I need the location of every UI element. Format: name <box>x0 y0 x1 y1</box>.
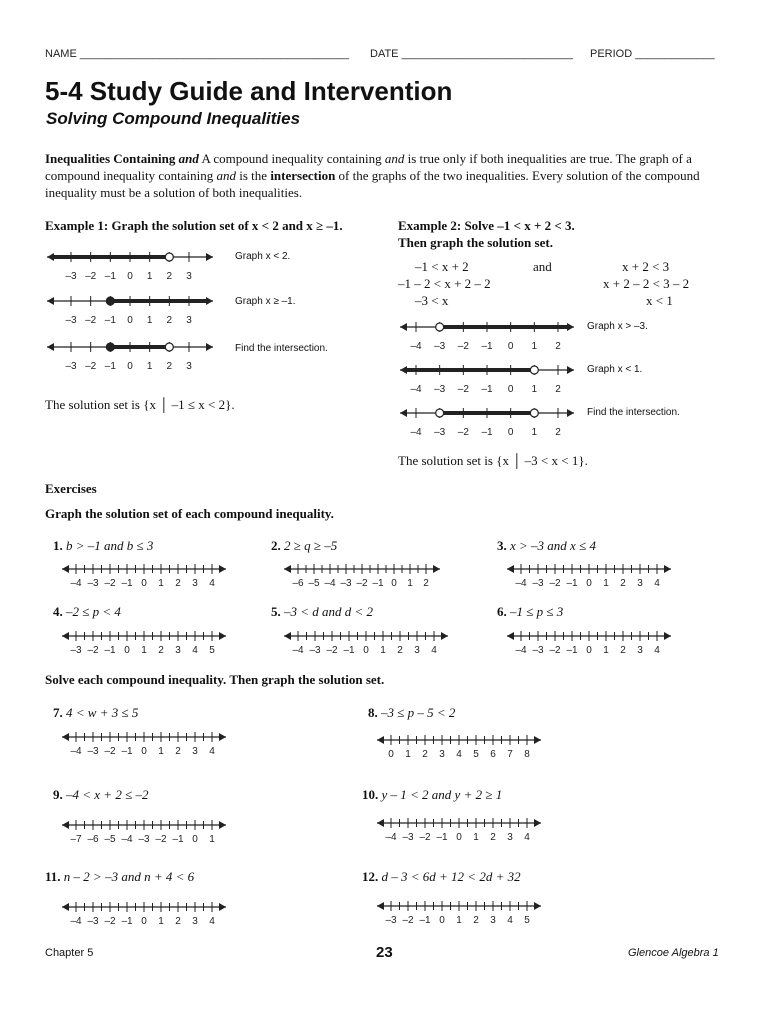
example2-numberline-2 <box>398 361 576 395</box>
tick-label: –4 <box>292 645 304 656</box>
exercises-instruction-2: Solve each compound inequality. Then graph the solution set. <box>45 672 385 687</box>
tick-label: –1 <box>566 645 578 656</box>
tick-label: –3 <box>385 915 397 926</box>
period-field: PERIOD _____________ <box>590 48 715 60</box>
tick-label: 1 <box>158 916 164 927</box>
exercise-11-numberline <box>60 899 228 927</box>
tick-label: –1 <box>566 578 578 589</box>
closed-dot-icon <box>106 297 114 305</box>
tick-label: 0 <box>456 832 462 843</box>
example2-left-step-3: –3 < x <box>415 293 449 308</box>
arrow-left-icon <box>507 565 514 573</box>
tick-label: 2 <box>555 341 561 352</box>
tick-label: –3 <box>138 834 150 845</box>
tick-label: 3 <box>186 361 192 372</box>
tick-label: 0 <box>391 578 397 589</box>
tick-label: 2 <box>175 746 181 757</box>
example2-note-1: Graph x > –3. <box>587 321 648 332</box>
tick-label: 2 <box>555 384 561 395</box>
arrow-left-icon <box>47 343 54 351</box>
tick-label: 2 <box>620 645 626 656</box>
tick-label: –1 <box>481 341 493 352</box>
tick-label: 3 <box>439 749 445 760</box>
example2-numberline-1 <box>398 318 576 352</box>
exercise-9: 9. –4 < x + 2 ≤ –2 <box>53 787 149 802</box>
tick-label: –4 <box>70 746 82 757</box>
exercise-5-numberline <box>282 628 450 656</box>
tick-label: 2 <box>166 361 173 372</box>
exercise-1: 1. b > –1 and b ≤ 3 <box>53 538 154 553</box>
example2-right-step-3: x < 1 <box>646 293 673 308</box>
name-field: NAME ____________________________________________ <box>45 48 350 60</box>
page-title: 5-4 Study Guide and Intervention <box>45 76 453 106</box>
tick-label: 1 <box>603 645 609 656</box>
intro-heading: Inequalities Containing <box>45 151 176 166</box>
exercise-10: 10. y – 1 < 2 and y + 2 ≥ 1 <box>362 787 503 802</box>
tick-label: –1 <box>104 271 116 282</box>
tick-label: 1 <box>158 746 164 757</box>
tick-label: 0 <box>141 578 147 589</box>
tick-label: –2 <box>104 578 116 589</box>
tick-label: –5 <box>104 834 116 845</box>
arrow-left-icon <box>400 323 407 331</box>
example1-numberline-1 <box>45 248 215 282</box>
tick-label: –1 <box>172 834 184 845</box>
tick-label: –2 <box>104 916 116 927</box>
tick-label: 2 <box>166 271 173 282</box>
arrow-left-icon <box>284 632 291 640</box>
page-subtitle: Solving Compound Inequalities <box>46 109 301 128</box>
intro-paragraph <box>45 150 725 201</box>
arrow-left-icon <box>47 253 54 261</box>
tick-label: 0 <box>127 315 133 326</box>
tick-label: 4 <box>431 645 437 656</box>
tick-label: –1 <box>104 645 116 656</box>
tick-label: –3 <box>65 271 77 282</box>
exercise-8-numberline <box>375 732 543 760</box>
example1-solution: The solution set is {x │ –1 ≤ x < 2}. <box>45 397 235 412</box>
example1-numberline-3 <box>45 338 215 372</box>
exercises-heading: Exercises <box>45 481 97 496</box>
tick-label: –3 <box>87 916 99 927</box>
tick-label: –4 <box>121 834 133 845</box>
arrow-right-icon <box>664 632 671 640</box>
tick-label: –4 <box>70 578 82 589</box>
exercise-4-numberline <box>60 628 228 656</box>
arrow-left-icon <box>47 297 54 305</box>
open-dot-icon <box>165 343 173 351</box>
tick-label: 0 <box>124 645 130 656</box>
arrow-left-icon <box>377 902 384 910</box>
tick-label: –2 <box>85 271 97 282</box>
tick-label: –3 <box>70 645 82 656</box>
example2-left-step-1: –1 < x + 2 <box>415 259 469 274</box>
tick-label: 1 <box>209 834 215 845</box>
tick-label: 1 <box>405 749 411 760</box>
tick-label: 2 <box>423 578 429 589</box>
tick-label: 4 <box>209 578 215 589</box>
tick-label: –6 <box>292 578 304 589</box>
tick-label: 0 <box>507 427 514 438</box>
tick-label: –2 <box>326 645 338 656</box>
arrow-right-icon <box>219 632 226 640</box>
tick-label: 1 <box>603 578 609 589</box>
intro-and-1: and <box>384 151 405 166</box>
tick-label: 3 <box>637 578 643 589</box>
arrow-right-icon <box>206 297 213 305</box>
tick-label: –4 <box>410 427 422 438</box>
tick-label: 2 <box>175 578 181 589</box>
example2-right-step-1: x + 2 < 3 <box>622 259 670 274</box>
footer-chapter: Chapter 5 <box>45 947 94 959</box>
tick-label: 1 <box>531 427 538 438</box>
example2-and: and <box>533 259 552 274</box>
arrow-right-icon <box>219 733 226 741</box>
tick-label: –2 <box>457 427 469 438</box>
exercise-3-numberline <box>505 561 673 589</box>
tick-label: –3 <box>532 578 544 589</box>
exercise-7-numberline <box>60 729 228 757</box>
tick-label: –3 <box>434 341 446 352</box>
exercise-2: 2. 2 ≥ q ≥ –5 <box>271 538 338 553</box>
tick-label: 4 <box>654 578 660 589</box>
example2-right-step-2: x + 2 – 2 < 3 – 2 <box>603 276 690 291</box>
tick-label: –4 <box>410 341 422 352</box>
arrow-right-icon <box>534 819 541 827</box>
tick-label: –2 <box>457 384 469 395</box>
arrow-right-icon <box>567 366 574 374</box>
tick-label: 0 <box>586 578 592 589</box>
tick-label: 1 <box>146 315 153 326</box>
tick-label: 1 <box>146 361 153 372</box>
tick-label: –1 <box>436 832 448 843</box>
arrow-left-icon <box>62 733 69 741</box>
arrow-left-icon <box>400 409 407 417</box>
tick-label: 1 <box>141 645 147 656</box>
arrow-right-icon <box>219 821 226 829</box>
tick-label: –3 <box>87 746 99 757</box>
tick-label: 0 <box>439 915 445 926</box>
tick-label: 1 <box>456 915 462 926</box>
tick-label: 4 <box>456 749 462 760</box>
example2-numberline-3 <box>398 404 576 438</box>
arrow-right-icon <box>567 409 574 417</box>
arrow-left-icon <box>62 903 69 911</box>
arrow-left-icon <box>62 632 69 640</box>
intro-intersection: intersection <box>270 168 336 183</box>
arrow-right-icon <box>433 565 440 573</box>
tick-label: –4 <box>70 916 82 927</box>
exercises-instruction-1: Graph the solution set of each compound inequality. <box>45 506 334 521</box>
tick-label: –6 <box>87 834 99 845</box>
open-dot-icon <box>436 323 444 331</box>
date-field: DATE ____________________________ <box>370 48 573 60</box>
intro-text-4: of the graphs of the two inequalities. Every solution of the compound inequality must be a solution of both inequalities. <box>45 168 700 200</box>
tick-label: –2 <box>549 578 561 589</box>
intro-heading-and: and <box>178 151 199 166</box>
footer-book: Glencoe Algebra 1 <box>628 947 719 959</box>
tick-label: –3 <box>87 578 99 589</box>
example1-note-2: Graph x ≥ –1. <box>235 296 296 307</box>
example2-heading-2: Then graph the solution set. <box>398 235 553 250</box>
example2-heading-1: Example 2: Solve –1 < x + 2 < 3. <box>398 218 575 233</box>
exercise-6-numberline <box>505 628 673 656</box>
example1-numberline-2 <box>45 292 215 326</box>
intro-text-1: A compound inequality containing <box>201 151 382 166</box>
tick-label: 0 <box>507 384 514 395</box>
tick-label: 4 <box>209 746 215 757</box>
exercise-11: 11. n – 2 > –3 and n + 4 < 6 <box>45 869 195 884</box>
tick-label: 1 <box>158 578 164 589</box>
tick-label: 3 <box>414 645 420 656</box>
tick-label: 3 <box>192 746 198 757</box>
exercise-1-numberline <box>60 561 228 589</box>
exercise-10-numberline <box>375 815 543 843</box>
intro-text-2: is true only if both inequalities are true. The graph of a compound inequality containing <box>45 151 692 183</box>
tick-label: –1 <box>419 915 431 926</box>
arrow-left-icon <box>400 366 407 374</box>
arrow-right-icon <box>534 902 541 910</box>
tick-label: –3 <box>65 361 77 372</box>
tick-label: –3 <box>309 645 321 656</box>
example2-solution: The solution set is {x │ –3 < x < 1}. <box>398 453 588 468</box>
tick-label: 4 <box>192 645 198 656</box>
tick-label: –2 <box>549 645 561 656</box>
tick-label: –4 <box>515 645 527 656</box>
tick-label: –1 <box>121 746 133 757</box>
tick-label: 4 <box>524 832 530 843</box>
tick-label: 3 <box>490 915 496 926</box>
arrow-right-icon <box>219 903 226 911</box>
tick-label: –1 <box>121 916 133 927</box>
tick-label: –2 <box>155 834 167 845</box>
tick-label: –4 <box>515 578 527 589</box>
open-dot-icon <box>530 409 538 417</box>
tick-label: 3 <box>507 832 513 843</box>
page-number: 23 <box>376 944 393 961</box>
tick-label: 2 <box>175 916 181 927</box>
tick-label: –3 <box>532 645 544 656</box>
tick-label: 2 <box>158 645 164 656</box>
tick-label: 1 <box>531 341 538 352</box>
open-dot-icon <box>436 409 444 417</box>
exercise-5: 5. –3 < d and d < 2 <box>271 604 374 619</box>
tick-label: 3 <box>192 578 198 589</box>
arrow-right-icon <box>664 565 671 573</box>
tick-label: 0 <box>141 916 147 927</box>
open-dot-icon <box>530 366 538 374</box>
tick-label: 2 <box>166 315 173 326</box>
tick-label: 2 <box>422 749 428 760</box>
example2-note-3: Find the intersection. <box>587 407 680 418</box>
arrow-right-icon <box>534 736 541 744</box>
tick-label: 1 <box>380 645 386 656</box>
tick-label: –1 <box>481 427 493 438</box>
tick-label: 2 <box>555 427 561 438</box>
tick-label: 0 <box>141 746 147 757</box>
tick-label: –2 <box>87 645 99 656</box>
exercise-9-numberline <box>60 817 228 845</box>
tick-label: 0 <box>127 361 133 372</box>
tick-label: 0 <box>507 341 514 352</box>
exercise-6: 6. –1 ≤ p ≤ 3 <box>497 604 564 619</box>
tick-label: –4 <box>385 832 397 843</box>
example1-note-1: Graph x < 2. <box>235 251 291 262</box>
tick-label: 3 <box>186 271 192 282</box>
tick-label: 3 <box>192 916 198 927</box>
tick-label: 4 <box>209 916 215 927</box>
open-dot-icon <box>165 253 173 261</box>
tick-label: 0 <box>192 834 198 845</box>
tick-label: –1 <box>104 361 116 372</box>
arrow-right-icon <box>219 565 226 573</box>
arrow-right-icon <box>206 253 213 261</box>
tick-label: –2 <box>104 746 116 757</box>
arrow-right-icon <box>441 632 448 640</box>
tick-label: 3 <box>637 645 643 656</box>
tick-label: 2 <box>620 578 626 589</box>
example2-left-step-2: –1 – 2 < x + 2 – 2 <box>398 276 491 291</box>
tick-label: –3 <box>434 384 446 395</box>
closed-dot-icon <box>106 343 114 351</box>
tick-label: 2 <box>397 645 403 656</box>
tick-label: 1 <box>146 271 153 282</box>
exercise-2-numberline <box>282 561 442 589</box>
arrow-left-icon <box>62 821 69 829</box>
exercise-3: 3. x > –3 and x ≤ 4 <box>497 538 596 553</box>
tick-label: –1 <box>481 384 493 395</box>
tick-label: –4 <box>410 384 422 395</box>
example1-heading: Example 1: Graph the solution set of x < 2 and x ≥ –1. <box>45 218 343 233</box>
exercise-12-numberline <box>375 898 543 926</box>
tick-label: 0 <box>586 645 592 656</box>
arrow-left-icon <box>62 565 69 573</box>
tick-label: –2 <box>85 315 97 326</box>
tick-label: 3 <box>186 315 192 326</box>
tick-label: 4 <box>507 915 513 926</box>
tick-label: –2 <box>402 915 414 926</box>
tick-label: 2 <box>473 915 479 926</box>
tick-label: –2 <box>356 578 368 589</box>
tick-label: –3 <box>402 832 414 843</box>
arrow-left-icon <box>377 819 384 827</box>
intro-text-3: is the <box>239 168 268 183</box>
arrow-right-icon <box>206 343 213 351</box>
tick-label: 1 <box>531 384 538 395</box>
arrow-left-icon <box>507 632 514 640</box>
tick-label: –7 <box>70 834 82 845</box>
example2-note-2: Graph x < 1. <box>587 364 643 375</box>
tick-label: 2 <box>490 832 496 843</box>
tick-label: 5 <box>473 749 479 760</box>
tick-label: 4 <box>654 645 660 656</box>
example1-note-3: Find the intersection. <box>235 343 328 354</box>
tick-label: 5 <box>524 915 530 926</box>
tick-label: 5 <box>209 645 215 656</box>
tick-label: –3 <box>340 578 352 589</box>
tick-label: –2 <box>457 341 469 352</box>
arrow-right-icon <box>567 323 574 331</box>
tick-label: 0 <box>388 749 394 760</box>
tick-label: –1 <box>343 645 355 656</box>
tick-label: 0 <box>363 645 369 656</box>
tick-label: –1 <box>104 315 116 326</box>
tick-label: 0 <box>127 271 133 282</box>
tick-label: –1 <box>372 578 384 589</box>
tick-label: 1 <box>407 578 413 589</box>
tick-label: –2 <box>85 361 97 372</box>
tick-label: 1 <box>473 832 479 843</box>
tick-label: 8 <box>524 749 530 760</box>
tick-label: –1 <box>121 578 133 589</box>
intro-and-2: and <box>216 168 236 183</box>
exercise-7: 7. 4 < w + 3 ≤ 5 <box>53 705 139 720</box>
arrow-left-icon <box>377 736 384 744</box>
tick-label: –2 <box>419 832 431 843</box>
tick-label: 6 <box>490 749 496 760</box>
tick-label: –5 <box>308 578 320 589</box>
exercise-4: 4. –2 ≤ p < 4 <box>53 604 121 619</box>
exercise-8: 8. –3 ≤ p – 5 < 2 <box>368 705 456 720</box>
exercise-12: 12. d – 3 < 6d + 12 < 2d + 32 <box>362 869 521 884</box>
tick-label: 7 <box>507 749 513 760</box>
tick-label: –3 <box>65 315 77 326</box>
tick-label: –4 <box>324 578 336 589</box>
tick-label: –3 <box>434 427 446 438</box>
tick-label: 3 <box>175 645 181 656</box>
arrow-left-icon <box>284 565 291 573</box>
